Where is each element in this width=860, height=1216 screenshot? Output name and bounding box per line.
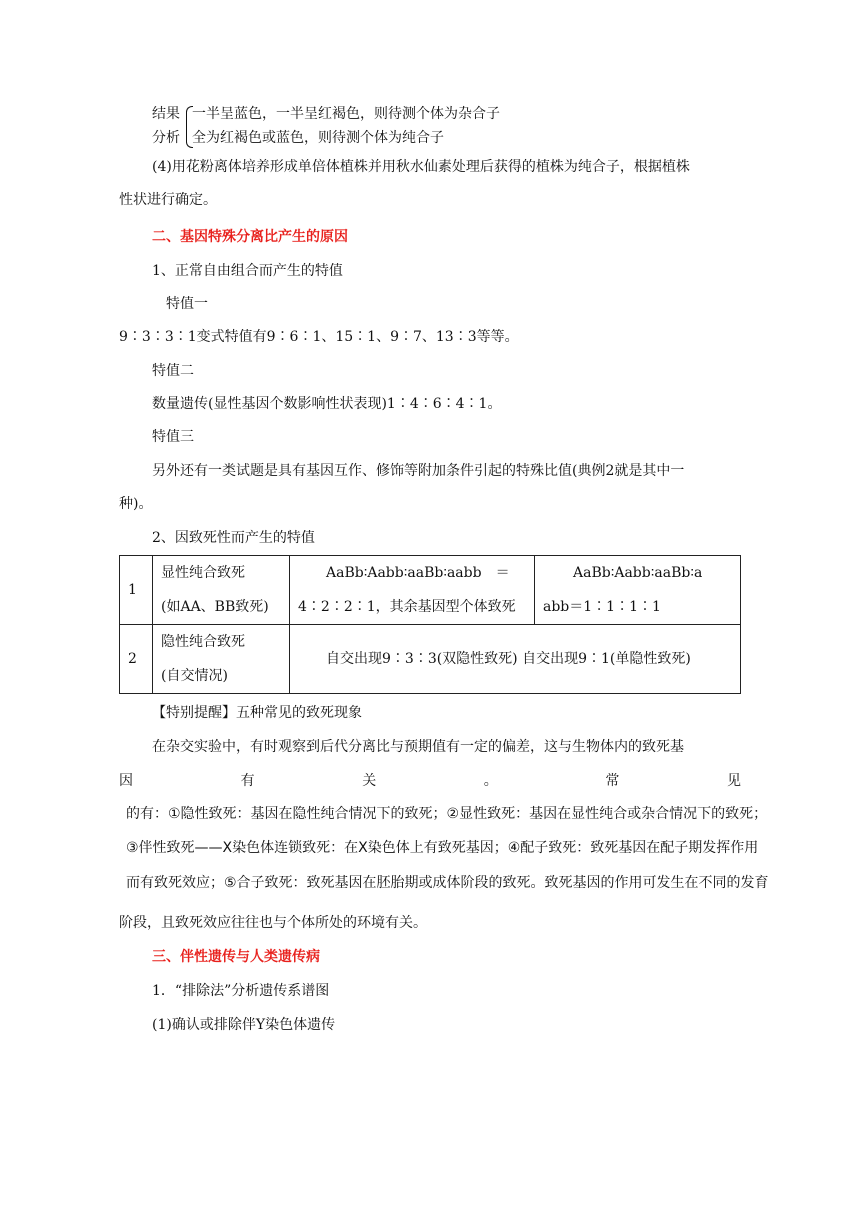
recessive-lethal-note: (自交情况) (161, 668, 228, 684)
section-3-heading: 三、伴性遗传与人类遗传病 (152, 949, 320, 965)
dominant-lethal-example: (如AA、BB致死) (161, 599, 269, 615)
subsection-2-2: 2、因致死性而产生的特值 (152, 530, 315, 546)
table-cell-mid (290, 556, 535, 625)
special-value-3-line1: 另外还有一类试题是具有基因互作、修饰等附加条件引起的特殊比值(典例2就是其中一 (152, 463, 685, 479)
tip-word: 有 (240, 773, 255, 789)
table-cell-selfcross: 自交出现9∶3∶3(双隐性致死) 自交出现9∶1(单隐性致死) (290, 625, 741, 694)
lethal-ratio-table (119, 555, 741, 694)
table-row (120, 625, 741, 694)
tip-line1: 在杂交实验中，有时观察到后代分离比与预期值有一定的偏差，这与生物体内的致死基 (152, 739, 684, 755)
brace-item-heterozygous: 一半呈蓝色，一半呈红褐色，则待测个体为杂合子 (192, 106, 500, 122)
section-2-heading: 二、基因特殊分离比产生的原因 (152, 229, 348, 245)
tip-word: 关 (362, 773, 377, 789)
brace-items (192, 102, 500, 150)
ratio-line-b: 4∶2∶2∶1，其余基因型个体致死 (298, 599, 516, 615)
tip-last-line: 阶段，且致死效应往往也与个体所处的环境有关。 (119, 915, 427, 931)
subsection-3-1-1: (1)确认或排除伴Y染色体遗传 (152, 1017, 336, 1033)
embedded-text-line3: 而有致死效应；⑤合子致死：致死基因在胚胎期或成体阶段的致死。致死基因的作用可发生在不同的发育 (126, 875, 769, 891)
tip-word: 因 (119, 773, 133, 789)
table-cell-num: 2 (120, 625, 153, 694)
special-value-1-text: 9∶3∶3∶1变式特值有9∶6∶1、15∶1、9∶7、13∶3等等。 (119, 329, 519, 345)
table-row (120, 556, 741, 625)
dominant-lethal-label: 显性纯合致死 (161, 565, 245, 581)
embedded-text-line2: ③伴性致死——X染色体连锁致死：在X染色体上有致死基因；④配子致死：致死基因在配子期发挥作用 (126, 840, 759, 856)
tip-line2-justified (119, 770, 741, 790)
testcross-ratio-b: abb＝1∶1∶1∶1 (543, 599, 661, 615)
ratio-line-a: AaBb∶Aabb∶aaBb∶aabb ＝ (326, 565, 510, 581)
embedded-text-line1: 的有：①隐性致死：基因在隐性纯合情况下的致死；②显性致死：基因在显性纯合或杂合情况下的致死； (126, 806, 768, 822)
tip-word: 。 (483, 773, 498, 789)
brace-label-analysis: 分析 (152, 130, 180, 146)
brace-labels (152, 102, 180, 150)
special-value-1-label: 特值一 (166, 296, 208, 312)
special-value-3-label: 特值三 (152, 429, 194, 445)
tip-title: 【特别提醒】五种常见的致死现象 (152, 705, 362, 721)
special-value-2-label: 特值二 (152, 363, 194, 379)
brace-item-homozygous: 全为红褐色或蓝色，则待测个体为纯合子 (192, 130, 444, 146)
subsection-3-1: 1．“排除法”分析遗传系谱图 (152, 983, 330, 999)
tip-word: 见 (726, 773, 741, 789)
paragraph-4-line1: (4)用花粉离体培养形成单倍体植株并用秋水仙素处理后获得的植株为纯合子，根据植株 (152, 159, 690, 175)
testcross-ratio-a: AaBb∶Aabb∶aaBb∶a (573, 565, 703, 581)
brace-label-result: 结果 (152, 106, 180, 122)
result-analysis-brace (152, 102, 572, 150)
table-cell-name (153, 625, 290, 694)
subsection-2-1: 1、正常自由组合而产生的特值 (152, 263, 343, 279)
special-value-2-text: 数量遗传(显性基因个数影响性状表现)1∶4∶6∶4∶1。 (152, 396, 502, 412)
tip-word: 常 (605, 773, 620, 789)
table-cell-num: 1 (120, 556, 153, 625)
recessive-lethal-label: 隐性纯合致死 (161, 634, 245, 650)
special-value-3-line2: 种)。 (119, 496, 153, 512)
table-cell-right (535, 556, 741, 625)
table-cell-name (153, 556, 290, 625)
paragraph-4-line2: 性状进行确定。 (119, 192, 217, 208)
